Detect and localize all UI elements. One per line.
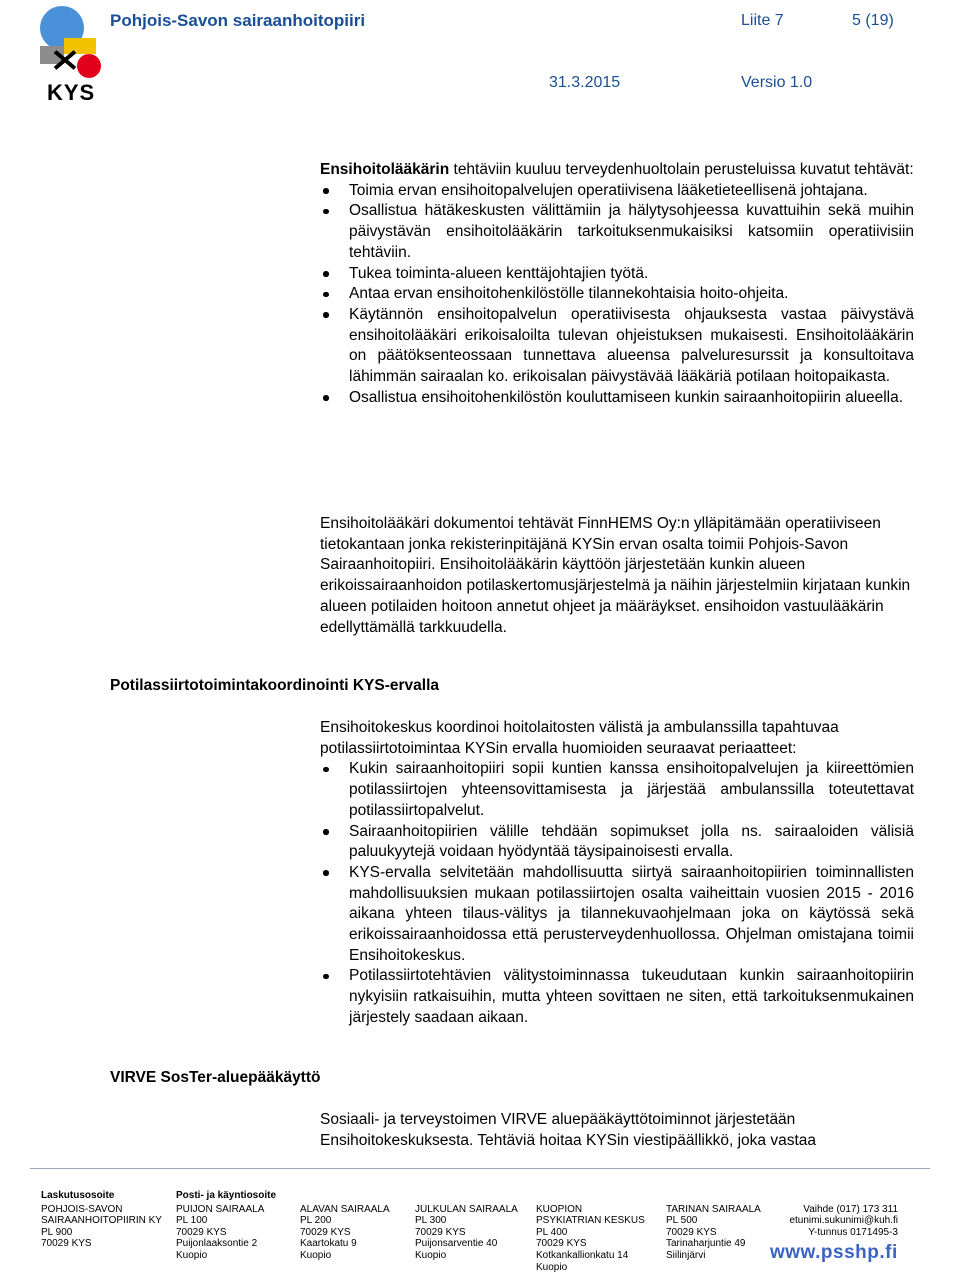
- document-version: Versio 1.0: [741, 74, 813, 91]
- logo-red-circle: [77, 54, 101, 78]
- footer-line: 70029 KYS: [41, 1238, 92, 1250]
- footer-line: 70029 KYS: [666, 1226, 717, 1238]
- section1-intro: [320, 160, 914, 181]
- section3-paragraph: Sosiaali- ja terveystoimen VIRVE aluepääkäyttötoiminnot järjestetään Ensihoitokeskuksesta. Tehtäviä hoitaa KYSin viestipäällikkö, joka vastaa: [320, 1111, 816, 1149]
- footer-line: PL 100: [176, 1215, 208, 1227]
- footer-business-id: Y-tunnus 0171495-3: [808, 1226, 898, 1238]
- logo-yellow-block: [64, 38, 96, 54]
- footer-line: PSYKIATRIAN KESKUS: [536, 1215, 645, 1227]
- footer-line: Tarinaharjuntie 49: [666, 1238, 746, 1250]
- footer-line: 70029 KYS: [176, 1226, 227, 1238]
- footer-line: TARINAN SAIRAALA: [666, 1203, 761, 1215]
- footer-tarina: [666, 1204, 761, 1262]
- section2-intro: Ensihoitokeskus koordinoi hoitolaitosten välistä ja ambulanssilla tapahtuvaa potilassiirtotoimintaa KYSin ervalla huomioiden seuraavat periaatteet:: [320, 719, 839, 757]
- footer-phone: Vaihde (017) 173 311: [803, 1203, 898, 1215]
- footer-line: PL 300: [415, 1215, 447, 1227]
- section-emergency-physician: [320, 160, 914, 408]
- footer-invoice-heading: Laskutusosoite: [41, 1190, 115, 1201]
- list-item: KYS-ervalla selvitetään mahdollisuutta siirtyä sairaanhoitopiirien toiminnallisten mahdollisuuksien mukaan potilassiirtojen osalta vaiheittain vuosien 2015 - 2016 aikana yhteen tilaus-välitys ja tilannekuvaohjelmaan joka on käytössä sekä erikoissairaanhoidossa että perusterveydenhuollossa. Ohjelman omistajana toimii Ensihoitokeskus.: [320, 863, 914, 967]
- footer-line: 70029 KYS: [300, 1226, 351, 1238]
- organization-name: Pohjois-Savon sairaanhoitopiiri: [110, 11, 366, 30]
- footer-alava: [300, 1204, 390, 1262]
- footer-line: Kuopio: [300, 1249, 332, 1261]
- list-item: Osallistua hätäkeskusten välittämiin ja hälytysohjeessa kuvattuihin sekä muihin päivystävän ensihoitolääkärin tarkoituksenmukaisiksi katsomiin operatiivisiin tehtäviin.: [320, 201, 914, 263]
- list-item: Toimia ervan ensihoitopalvelujen operatiivisena lääketieteellisenä johtajana.: [320, 181, 914, 202]
- intro-rest: tehtäviin kuuluu terveydenhuoltolain perusteluissa kuvatut tehtävät:: [449, 161, 914, 178]
- intro-bold: Ensihoitolääkärin: [320, 161, 450, 178]
- footer-line: Kuopio: [415, 1249, 447, 1261]
- footer-puijo: [176, 1190, 276, 1262]
- footer-visit-heading: Posti- ja käyntiosoite: [176, 1190, 277, 1201]
- list-item: Osallistua ensihoitohenkilöstön kouluttamiseen kunkin sairaanhoitopiirin alueella.: [320, 388, 914, 409]
- footer-line: ALAVAN SAIRAALA: [300, 1203, 390, 1215]
- logo-text: KYS: [47, 80, 96, 105]
- footer-line: SAIRAANHOITOPIIRIN KY: [41, 1215, 162, 1227]
- footer-line: POHJOIS-SAVON: [41, 1203, 123, 1215]
- footer-kuopio-psych: [536, 1204, 645, 1273]
- section2-heading: Potilassiirtotoimintakoordinointi KYS-ervalla: [110, 677, 439, 694]
- footer-line: JULKULAN SAIRAALA: [415, 1203, 518, 1215]
- footer-email[interactable]: etunimi.sukunimi@kuh.fi: [789, 1215, 898, 1227]
- kys-logo: [38, 2, 108, 105]
- footer-line: Siilinjärvi: [666, 1249, 706, 1261]
- footer-line: PL 500: [666, 1215, 698, 1227]
- attachment-label: Liite 7: [741, 12, 784, 29]
- footer-line: Kuopio: [536, 1261, 568, 1273]
- footer-line: PL 200: [300, 1215, 332, 1227]
- footer-contact: [780, 1204, 898, 1239]
- list-item: Sairaanhoitopiirien välille tehdään sopimukset jolla ns. sairaaloiden välisiä paluukyytejä voidaan hyödyntää täysipainoisesti ervalla.: [320, 822, 914, 863]
- footer-line: 70029 KYS: [536, 1238, 587, 1250]
- page-number: 5 (19): [852, 12, 894, 29]
- footer-divider: [30, 1168, 930, 1169]
- footer-invoice-address: [41, 1190, 162, 1250]
- footer-line: Kaartokatu 9: [300, 1238, 357, 1250]
- footer-line: PUIJON SAIRAALA: [176, 1203, 265, 1215]
- footer-line: Kotkankallionkatu 14: [536, 1249, 629, 1261]
- footer-julkula: [415, 1204, 518, 1262]
- footer-line: 70029 KYS: [415, 1226, 466, 1238]
- section1-bullet-list: [320, 181, 914, 409]
- list-item: Potilassiirtotehtävien välitystoiminnassa tukeudutaan kunkin sairaanhoitopiirin nykyisiin ratkaisuihin, mutta yhteen sovittaen ne siten, että tarkoituksenmukainen järjestely saadaan aikaan.: [320, 966, 914, 1028]
- footer-website-link[interactable]: www.psshp.fi: [770, 1242, 898, 1263]
- list-item: Käytännön ensihoitopalvelun operatiivisesta ohjauksesta vastaa päivystävä ensihoitolääkäri erikoisaloilta tulevan ohjeistuksen mukaisesti. Ensihoitolääkärin on päätöksenteossaan tunnettava alueensa palveluresurssit ja konsultoitava lähimmän sairaalan ko. erikoisalan päivystävää lääkäriä potilaan hoitopaikasta.: [320, 305, 914, 388]
- list-item: Kukin sairaanhoitopiiri sopii kuntien kanssa ensihoitopalvelujen ja kiireettömien potilassiirtojen yhteensovittamisesta ja järjestää ambulanssilla toteutettavat potilassiirtopalvelut.: [320, 759, 914, 821]
- footer-line: Puijonsarventie 40: [415, 1238, 498, 1250]
- list-item: Tukea toiminta-alueen kenttäjohtajien työtä.: [320, 264, 914, 285]
- document-date: 31.3.2015: [549, 74, 621, 91]
- footer-line: Kuopio: [176, 1249, 208, 1261]
- section3-heading: VIRVE SosTer-aluepääkäyttö: [110, 1069, 321, 1086]
- footer-line: Puijonlaaksontie 2: [176, 1238, 258, 1250]
- section-patient-transfer: [320, 718, 914, 1029]
- footer-line: KUOPION: [536, 1203, 583, 1215]
- section1-paragraph: Ensihoitolääkäri dokumentoi tehtävät FinnHEMS Oy:n ylläpitämään operatiiviseen tietokantaan jonka rekisterinpitäjänä KYSin ervan osalta toimii Pohjois-Savon Sairaanhoitopiiri. Ensihoitolääkärin käyttöön järjestetään kunkin alueen erikoissairaanhoidon potilaskertomusjärjestelmä ja näihin järjestelmiin kirjataan kunkin alueen potilaiden hoitoon annetut ohjeet ja määräykset. ensihoidon vastuulääkärin edellyttämällä tarkkuudella.: [320, 515, 911, 636]
- list-item: Antaa ervan ensihoitohenkilöstölle tilannekohtaisia hoito-ohjeita.: [320, 284, 914, 305]
- footer-line: PL 400: [536, 1226, 568, 1238]
- section2-bullet-list: [320, 759, 914, 1028]
- footer-line: PL 900: [41, 1226, 73, 1238]
